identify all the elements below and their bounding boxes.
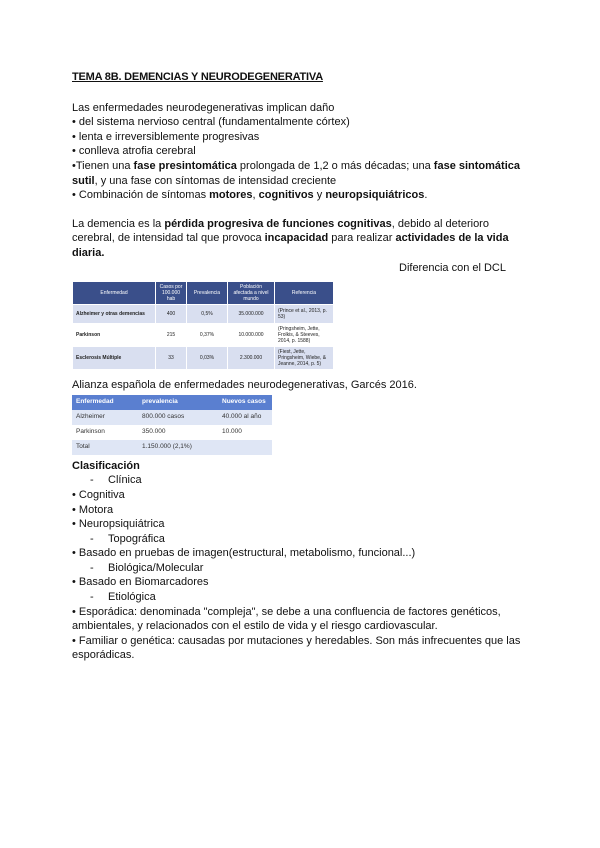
table-header-cell: Referencia [275, 282, 334, 305]
text-run: y [313, 189, 326, 202]
dash-marker: - [90, 532, 94, 545]
table-cell: 800.000 casos [138, 410, 218, 425]
text-run: • Combinación de síntomas [72, 189, 210, 202]
text-run: , y una fase con síntomas de intensidad creciente [94, 174, 337, 187]
table-row [73, 305, 334, 324]
table-cell: 35.000.000 [228, 305, 275, 324]
table-header-cell: prevalencia [138, 395, 218, 410]
text-run: . [424, 189, 428, 202]
bold-run: neuropsiquiátricos [325, 189, 425, 202]
table2-caption: Alianza española de enfermedades neurodegenerativas, Garcés 2016. [72, 379, 417, 392]
text-run: para realizar [328, 232, 396, 245]
table-cell: 40.000 al año [218, 410, 272, 425]
table-cell: Parkinson [72, 425, 138, 440]
text-run: , [252, 189, 259, 202]
text-run: •Tienen una [72, 159, 134, 172]
table-cell: 10.000.000 [228, 324, 275, 347]
table-header-cell: Enfermedad [73, 282, 156, 305]
clasificacion-heading: Clasificación [72, 459, 140, 472]
bullet-item: • lenta e irreversiblemente progresivas [72, 130, 260, 143]
bold-run: fase sintomática sutil [72, 159, 520, 187]
fases-bullet [72, 159, 528, 188]
bold-run: actividades de la vida diaria. [72, 232, 509, 259]
bullet-item: • Basado en pruebas de imagen(estructural, metabolismo, funcional...) [72, 547, 416, 560]
table-cell: 0,03% [187, 347, 228, 370]
bold-run: incapacidad [264, 232, 329, 245]
table-cell: 10.000 [218, 425, 272, 440]
clasificacion-list [72, 473, 528, 663]
dash-marker: - [90, 474, 94, 487]
bold-run: motores [209, 189, 253, 202]
text-run: prolongada de 1,2 o más décadas; una [236, 159, 434, 172]
demencia-paragraph [72, 217, 528, 261]
table-cell: Alzheimer y otras demencias [73, 305, 156, 324]
sub-category-label: Clínica [108, 474, 142, 487]
bold-run: cognitivos [258, 189, 314, 202]
bullet-item: • Motora [72, 503, 114, 516]
bold-run: fase presintomática [133, 159, 237, 172]
document-page [72, 70, 528, 663]
table-cell: (Fiest, Jette, Pringsheim, Wiebe, & Jeanne, 2014, p. 5) [275, 347, 334, 370]
table-cell: 0,37% [187, 324, 228, 347]
table-cell: 215 [156, 324, 187, 347]
sub-category [72, 590, 528, 605]
table-cell: 0,5% [187, 305, 228, 324]
table-header-cell: Casos por 100.000 hab [156, 282, 187, 305]
bullet-item: • Cognitiva [72, 488, 125, 501]
table-cell: 1.150.000 (2,1%) [138, 440, 218, 455]
table-cell: 2.300.000 [228, 347, 275, 370]
table-header-row [72, 395, 272, 410]
table-cell: 350.000 [138, 425, 218, 440]
table-cell: Alzheimer [72, 410, 138, 425]
bullet-item: • conlleva atrofia cerebral [72, 145, 196, 158]
table-row [73, 347, 334, 370]
sub-category-label: Etiológica [108, 591, 156, 604]
table-cell: 400 [156, 305, 187, 324]
sub-category [72, 532, 528, 547]
table-row [73, 324, 334, 347]
dash-marker: - [90, 561, 94, 574]
bold-run: pérdida progresiva de funciones cognitivas [164, 217, 392, 230]
table-cell: Total [72, 440, 138, 455]
bullet-item: • Familiar o genética: causadas por mutaciones y heredables. Son más infrecuentes que las esporádicas. [72, 634, 521, 662]
spain-cases-table [72, 395, 272, 455]
intro-text: Las enfermedades neurodegenerativas implican daño [72, 101, 335, 114]
table-cell: (Pringsheim, Jette, Frolkis, & Steeves, 2014, p. 1588) [275, 324, 334, 347]
table-cell: Esclerosis Múltiple [73, 347, 156, 370]
document-title: TEMA 8B. DEMENCIAS Y NEURODEGENERATIVA [72, 71, 323, 83]
sub-category [72, 561, 528, 576]
table-row [72, 410, 272, 425]
bullet-item: • del sistema nervioso central (fundamentalmente córtex) [72, 116, 350, 129]
text-run: La demencia es la [72, 217, 165, 230]
sub-category-label: Biológica/Molecular [108, 561, 204, 574]
sub-category [72, 473, 528, 488]
table-header-cell: Prevalencia [187, 282, 228, 305]
table-cell: Parkinson [73, 324, 156, 347]
text-run: , debido al deterioro cerebral, de intensidad tal que provoca [72, 217, 489, 245]
table-header-cell: Población afectada a nivel mundo [228, 282, 275, 305]
dash-marker: - [90, 591, 94, 604]
table-cell: 33 [156, 347, 187, 370]
table-header-cell: Enfermedad [72, 395, 138, 410]
prevalence-table [72, 281, 334, 370]
sub-category-label: Topográfica [108, 532, 165, 545]
table-row [72, 425, 272, 440]
table-header-cell: Nuevos casos [218, 395, 272, 410]
bullet-item: • Neuropsiquiátrica [72, 518, 165, 531]
table-cell [218, 440, 272, 455]
table-cell: (Prince et al., 2013, p. 53) [275, 305, 334, 324]
combinacion-bullet [72, 188, 528, 203]
table-header-row [73, 282, 334, 305]
table-row [72, 440, 272, 455]
bullet-item: • Esporádica: denominada "compleja", se debe a una confluencia de factores genéticos, ambientales, y relacionados con el estilo de vida y el riesgo cardiovascular. [72, 605, 501, 633]
bullet-item: • Basado en Biomarcadores [72, 576, 209, 589]
diferencia-note: Diferencia con el DCL [399, 261, 506, 274]
